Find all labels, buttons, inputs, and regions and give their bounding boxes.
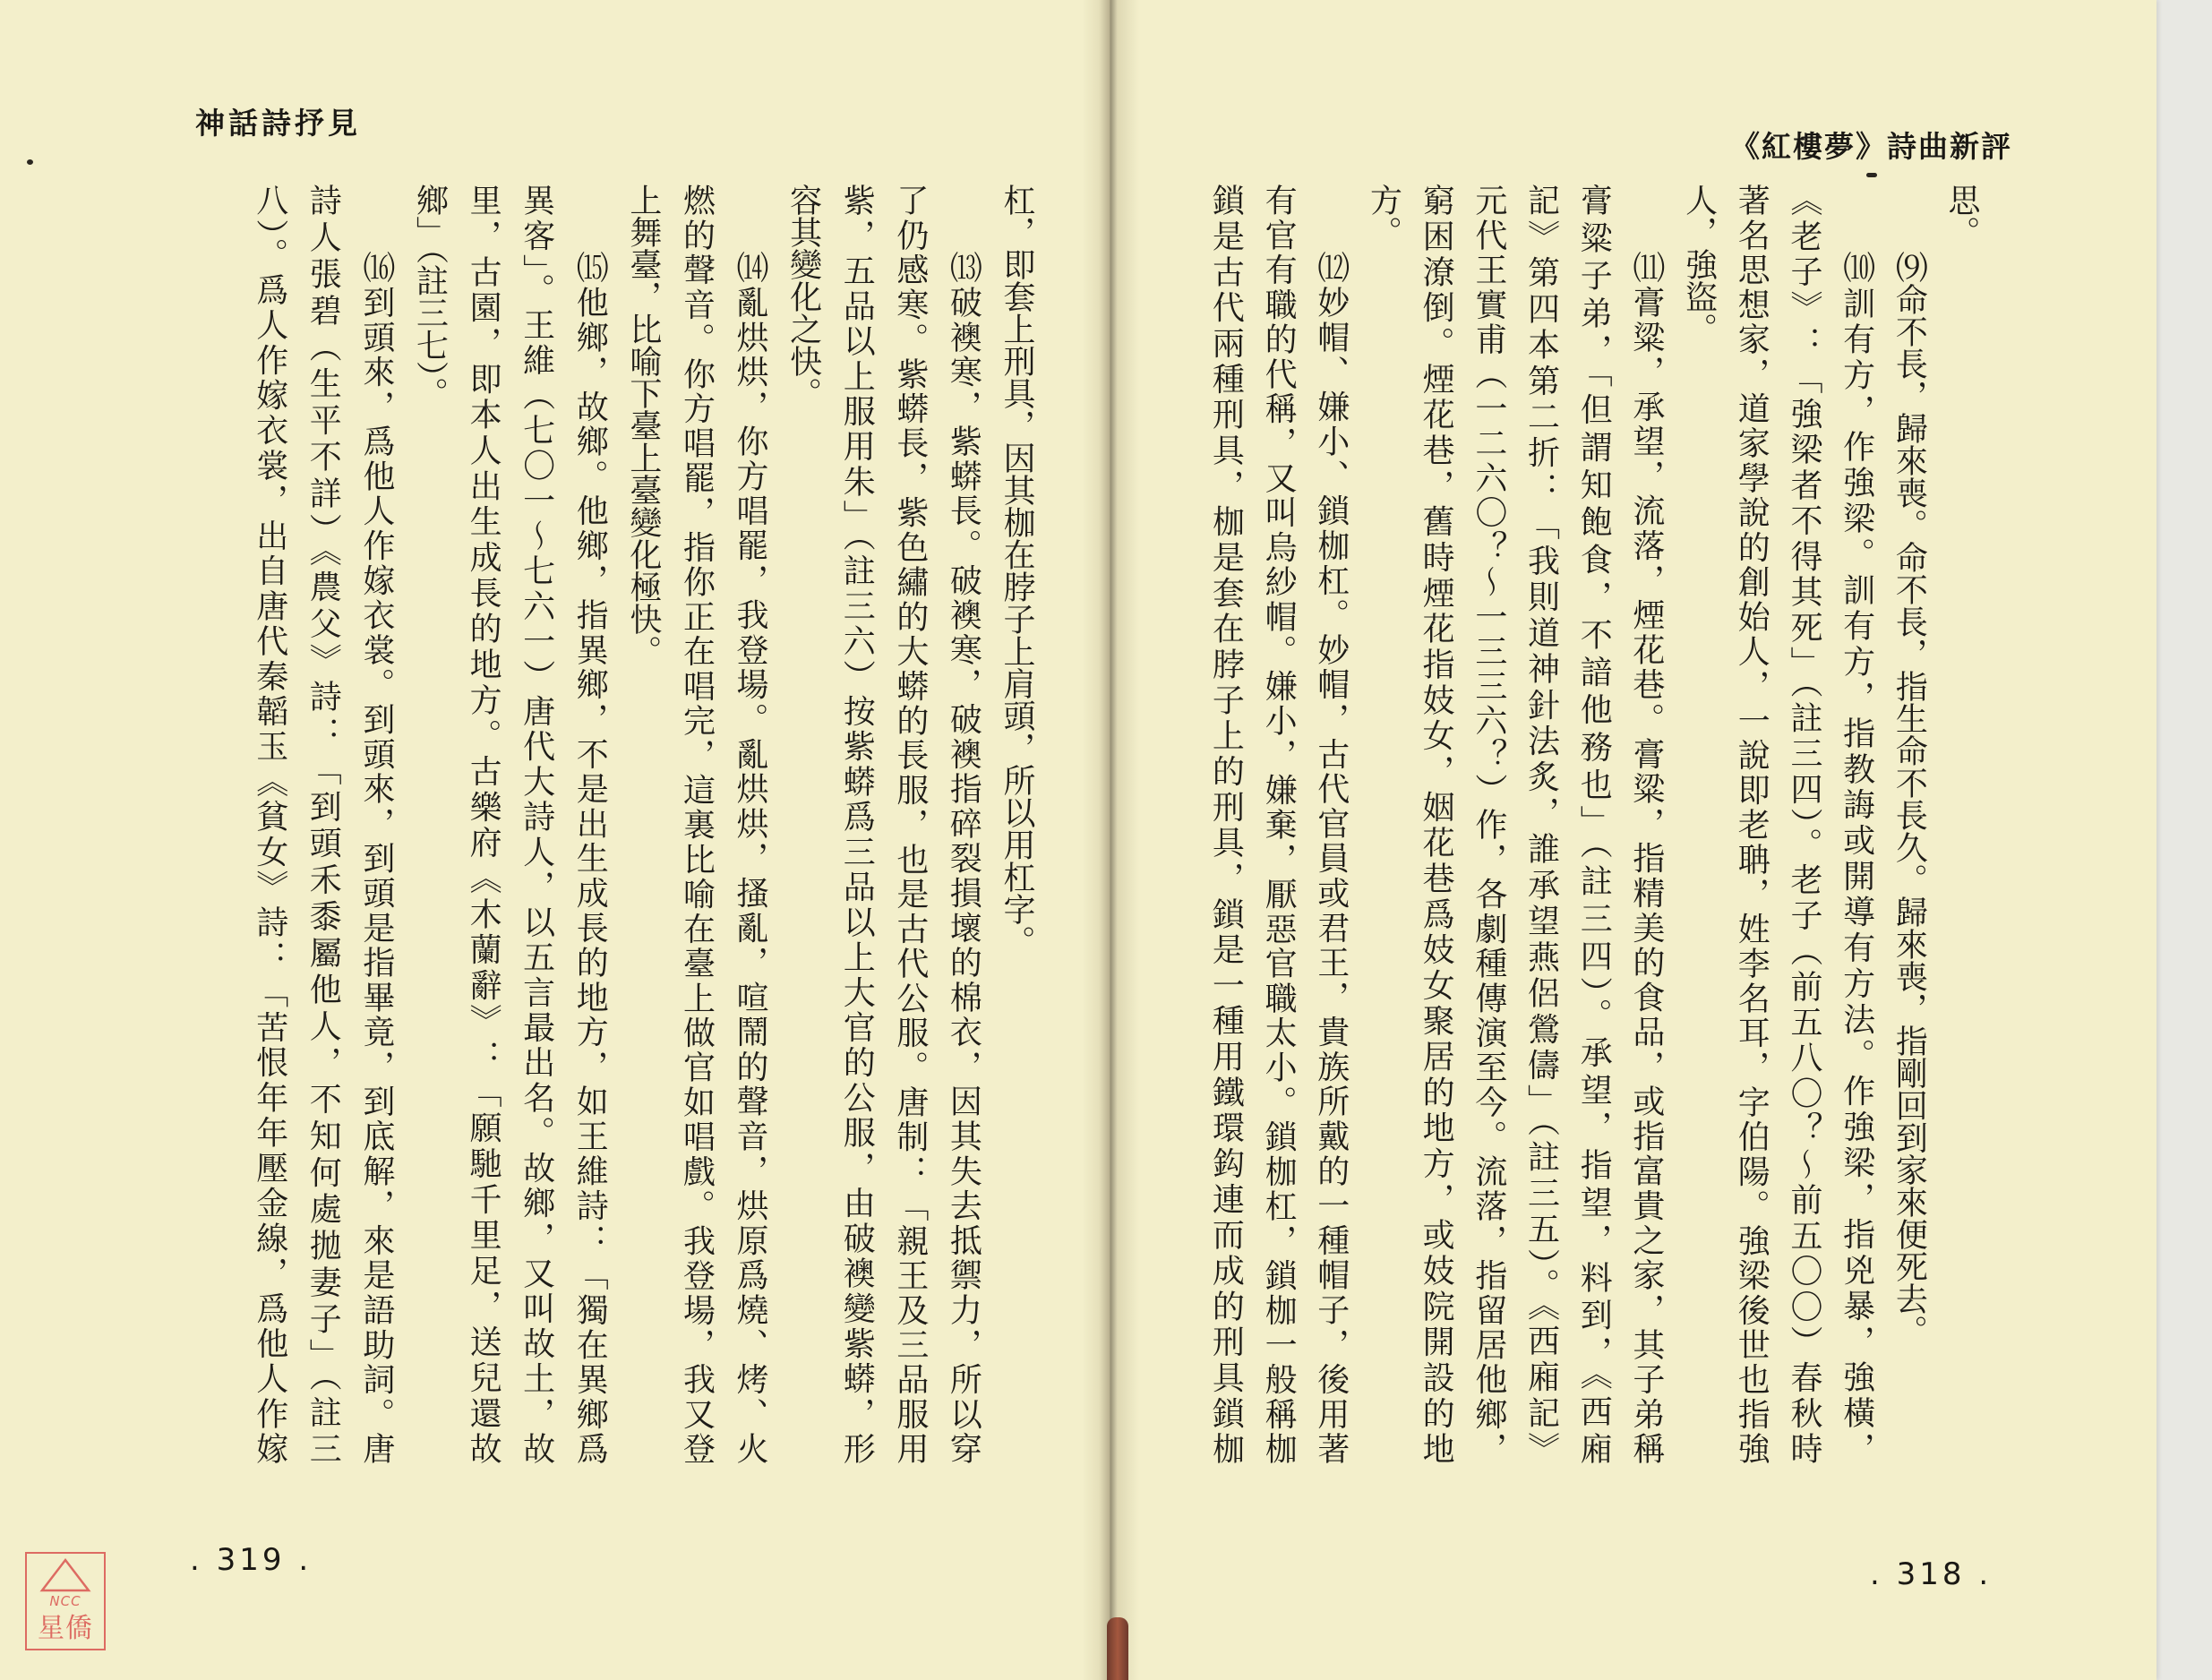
text-column: 記》第四本第二折：「我則道神針法炙，誰承望燕侶鶯儔」（註三五）。《西廂記》 (1522, 184, 1560, 1464)
stamp-chinese-text: 星僑 (38, 1613, 93, 1644)
text-column: 鄉」（註三七）。 (411, 184, 449, 409)
text-column: 思。 (1943, 184, 1980, 248)
text-column: ⑽訓有方，作強梁。訓有方，指教誨或開導有方法。作強梁，指兇暴，強橫， (1838, 251, 1875, 1464)
text-column: 鎖是古代兩種刑具，枷是套在脖子上的刑具，鎖是一種用鐵環鈎連而成的刑具鎖枷 (1207, 184, 1245, 1464)
library-stamp (25, 1552, 106, 1650)
page-number: . 319 . (190, 1542, 313, 1578)
text-column: ⒂他鄉，故鄉。他鄉，指異鄉，不是出生成長的地方，如王維詩：「獨在異鄉爲 (571, 251, 609, 1464)
text-column: 元代王實甫（一二六〇？～一三三六？）作，各劇種傳演至今。流落，指留居他鄉， (1470, 184, 1507, 1464)
text-column: 窮困潦倒。煙花巷，舊時煙花指妓女，姻花巷爲妓女聚居的地方，或妓院開設的地 (1418, 184, 1455, 1464)
text-column: ⑼命不長，歸來喪。命不長，指生命不長久。歸來喪，指剛回到家來便死去。 (1890, 251, 1928, 1347)
book-gutter (1082, 0, 1139, 1680)
spine-thread (1107, 1617, 1128, 1680)
left-page-text-block (241, 184, 1042, 1464)
text-column: ⒃到頭來，爲他人作嫁衣裳。到頭來，到頭是指畢竟，到底解，來是語助詞。唐 (357, 251, 395, 1464)
text-column: 了仍感寒。紫蟒長，紫色繡的大蟒的長服，也是古代公服。唐制：「親王及三品服用 (891, 184, 929, 1464)
text-column: ⑿妙帽、嫌小、鎖枷杠。妙帽，古代官員或君王，貴族所戴的一種帽子，後用著 (1312, 251, 1350, 1464)
text-column: ⑾膏粱，承望，流落，煙花巷。膏粱，指精美的食品，或指富貴之家，其子弟稱 (1627, 251, 1665, 1464)
right-page-text-block (1198, 184, 1986, 1464)
ink-dot (1866, 173, 1877, 177)
text-column: 里，古園，即本人出生成長的地方。古樂府《木蘭辭》：「願馳千里足，送兒還故 (465, 184, 502, 1464)
text-column: ⒁亂烘烘，你方唱罷，我登場。亂烘烘，搔亂，喧鬧的聲音，烘原爲燒、烤、火 (732, 251, 769, 1464)
text-column: 詩人張碧（生平不詳）《農父》詩：「到頭禾黍屬他人，不知何處拋妻子」（註三 (304, 184, 342, 1464)
text-column: 方。 (1365, 184, 1402, 248)
text-column: 人，強盜。 (1680, 184, 1718, 345)
text-column: 燃的聲音。你方唱罷，指你正在唱完，這裏比喻在臺上做官如唱戲。我登場，我又登 (678, 184, 716, 1464)
text-column: 有官有職的代稱，又叫烏紗帽。嫌小，嫌棄，厭惡官職太小。鎖枷杠，鎖枷一般稱枷 (1260, 184, 1298, 1464)
text-column: 八）。爲人作嫁衣裳，出自唐代秦韜玉《貧女》詩：「苦恨年年壓金線，爲他人作嫁 (251, 184, 288, 1464)
ink-dot (27, 159, 33, 165)
page-header: 神話詩抒見 (195, 106, 361, 141)
page-header: 《紅樓夢》詩曲新評 (1730, 129, 2012, 164)
page-number: . 318 . (1870, 1556, 1993, 1592)
text-column: 容其變化之快。 (784, 184, 822, 409)
stamp-latin-text: NCC (49, 1593, 81, 1609)
text-column: 《老子》：「強梁者不得其死」（註三四）。老子（前五八〇？～前五〇〇）春秋時 (1785, 184, 1822, 1464)
text-column: 異客」。王維（七〇一～七六一）唐代大詩人，以五言最出名。故鄉，又叫故土，故 (518, 184, 555, 1464)
text-column: ⒀破襖寒，紫蟒長。破襖寒，破襖指碎裂損壞的棉衣，因其失去抵禦力，所以穿 (945, 251, 982, 1464)
text-column: 膏粱子弟，「但謂知飽食，不諳他務也」（註三四）。承望，指望，料到，《西廂 (1575, 184, 1613, 1464)
text-column: 杠，即套上刑具，因其枷在脖子上肩頭，所以用杠字。 (999, 184, 1035, 957)
text-column: 著名思想家，道家學說的創始人，一說即老聃，姓李名耳，字伯陽。強梁後世也指強 (1733, 184, 1770, 1464)
triangle-icon (39, 1557, 91, 1593)
text-column: 紫，五品以上服用朱」（註三六）按紫蟒爲三品以上大官的公服，由破襖變紫蟒，形 (838, 184, 876, 1464)
text-column: 上舞臺，比喻下臺上臺變化極快。 (624, 184, 662, 667)
